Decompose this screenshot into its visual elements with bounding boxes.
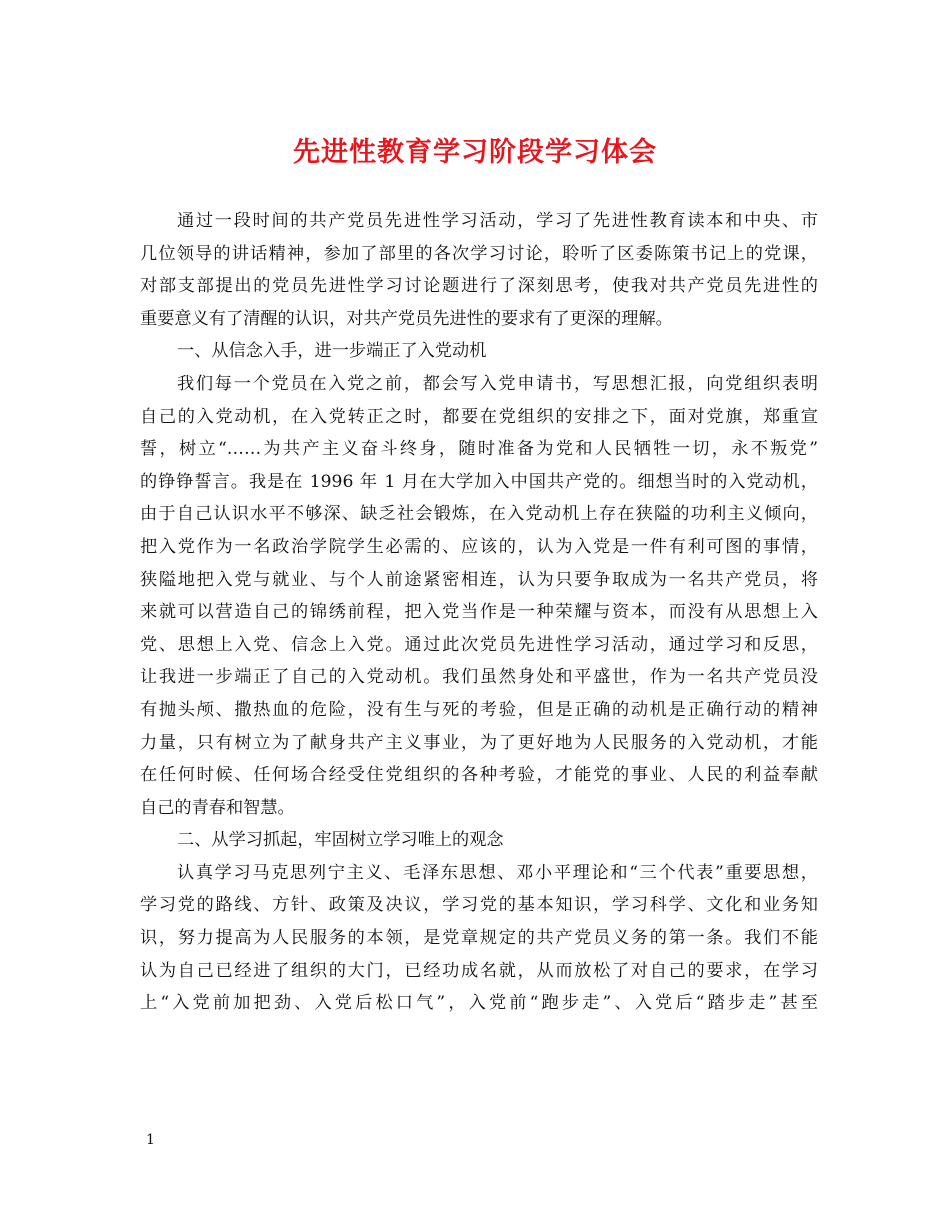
text-line: 重要意义有了清醒的认识，对共产党员先进性的要求有了更深的理解。 — [140, 308, 673, 329]
page-number: 1 — [146, 1132, 155, 1148]
text-line: 识，努力提高为人民服务的本领，是党章规定的共产党员义务的第一条。我们不能 — [140, 928, 818, 949]
text-line: 誓，树立“……为共产主义奋斗终身，随时准备为党和人民牺牲一切，永不叛党” — [140, 439, 818, 460]
text-line: 学习党的路线、方针、政策及决议，学习党的基本知识，学习科学、文化和业务知 — [140, 895, 818, 916]
document-title: 先进性教育学习阶段学习体会 — [293, 137, 657, 168]
text-line: 自己的入党动机，在入党转正之时，都要在党组织的安排之下，面对党旗，郑重宣 — [140, 406, 818, 427]
text-line: 把入党作为一名政治学院学生必需的、应该的，认为入党是一件有利可图的事情， — [140, 536, 818, 557]
text-line: 对部支部提出的党员先进性学习讨论题进行了深刻思考，使我对共产党员先进性的 — [140, 276, 818, 297]
text-line: 通过一段时间的共产党员先进性学习活动，学习了先进性教育读本和中央、市 — [177, 211, 818, 231]
document-body — [140, 205, 818, 1020]
text-line: 党、思想上入党、信念上入党。通过此次党员先进性学习活动，通过学习和反思， — [140, 634, 818, 655]
text-line: 我们每一个党员在入党之前，都会写入党申请书，写思想汇报，向党组织表明 — [177, 373, 818, 394]
section-heading: 一、从信念入手，进一步端正了入党动机 — [177, 341, 487, 362]
text-line: 自己的青春和智慧。 — [140, 797, 295, 818]
text-line: 有抛头颅、撒热血的危险，没有生与死的考验，但是正确的动机是正确行动的精神 — [140, 699, 818, 720]
text-line: 认为自己已经进了组织的大门，已经功成名就，从而放松了对自己的要求，在学习 — [140, 960, 818, 981]
text-line: 上“入党前加把劲、入党后松口气”，入党前“跑步走”、入党后“踏步走”甚至 — [140, 993, 818, 1014]
text-line: 狭隘地把入党与就业、与个人前途紧密相连，认为只要争取成为一名共产党员，将 — [140, 569, 818, 590]
text-line: 在任何时候、任何场合经受住党组织的各种考验，才能党的事业、人民的利益奉献 — [140, 765, 818, 786]
text-line: 让我进一步端正了自己的入党动机。我们虽然身处和平盛世，作为一名共产党员没 — [140, 667, 818, 688]
section-heading: 二、从学习抓起，牢固树立学习唯上的观念 — [177, 830, 504, 851]
text-line: 由于自己认识水平不够深、缺乏社会锻炼，在入党动机上存在狭隘的功利主义倾向， — [140, 504, 818, 525]
text-line: 的铮铮誓言。我是在 1996 年 1 月在大学加入中国共产党的。细想当时的入党动机， — [140, 471, 818, 492]
text-line: 认真学习马克思列宁主义、毛泽东思想、邓小平理论和“三个代表”重要思想， — [177, 862, 818, 883]
text-line: 来就可以营造自己的锦绣前程，把入党当作是一种荣耀与资本，而没有从思想上入 — [140, 602, 818, 623]
text-line: 几位领导的讲话精神，参加了部里的各次学习讨论，聆听了区委陈策书记上的党课， — [140, 243, 818, 264]
text-line: 力量，只有树立为了献身共产主义事业，为了更好地为人民服务的入党动机，才能 — [140, 732, 818, 753]
